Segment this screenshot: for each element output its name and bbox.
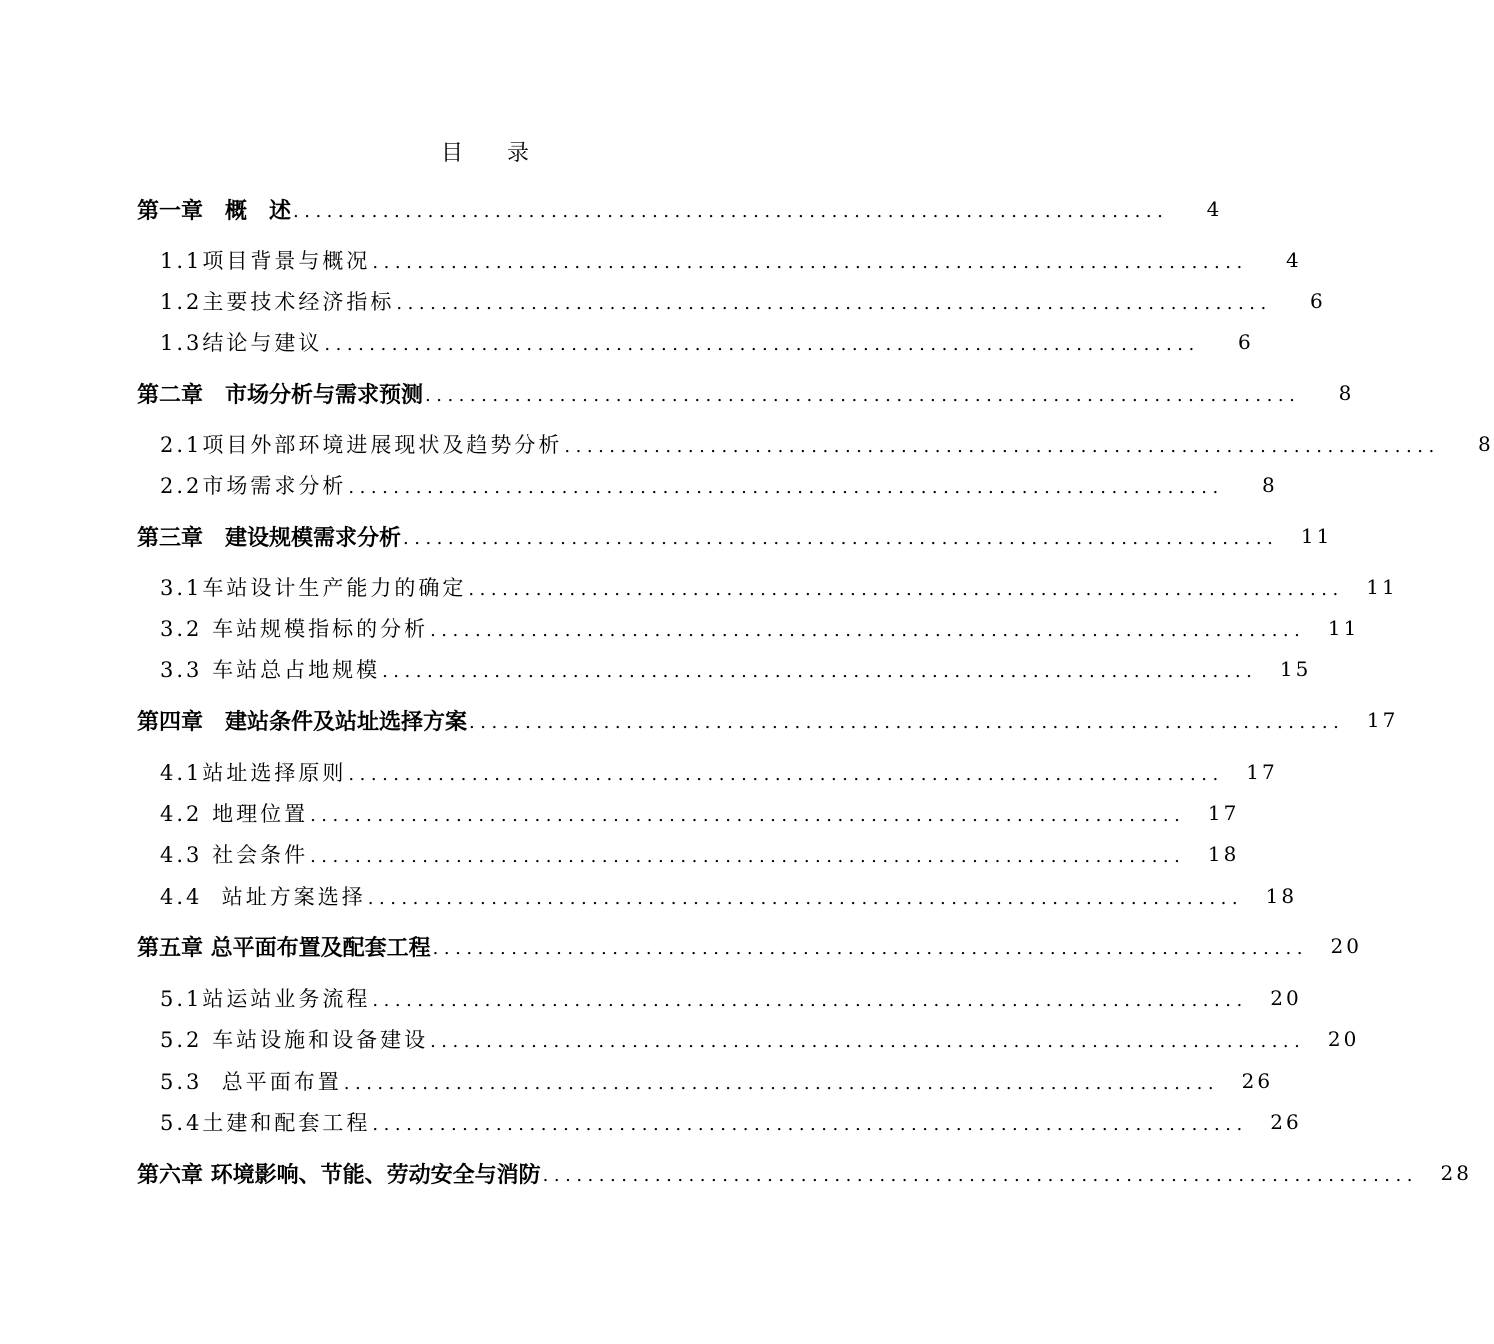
dot-leader: .............................................................................. bbox=[343, 1073, 1220, 1094]
dot-leader: .............................................................................. bbox=[372, 1114, 1248, 1135]
dot-leader: .............................................................................. bbox=[348, 477, 1224, 498]
toc-page-number: 6 bbox=[1309, 289, 1326, 313]
toc-entry-label: 4.4 站址方案选择 bbox=[160, 885, 366, 909]
dot-leader: .............................................................................. bbox=[293, 201, 1169, 222]
toc-entry-label: 第六章 环境影响、节能、劳动安全与消防 bbox=[137, 1162, 541, 1188]
toc-entry-section[interactable] bbox=[0, 1107, 1302, 1137]
toc-page-number: 26 bbox=[1241, 1069, 1274, 1093]
toc-page-number: 17 bbox=[1366, 708, 1399, 732]
dot-leader: .............................................................................. bbox=[468, 579, 1344, 600]
dot-leader: .............................................................................. bbox=[564, 436, 1440, 457]
toc-page-number: 4 bbox=[1285, 248, 1302, 272]
toc-page-number: 18 bbox=[1207, 842, 1240, 866]
toc-entry-section[interactable] bbox=[0, 798, 1240, 828]
dot-leader: .............................................................................. bbox=[396, 293, 1272, 314]
toc-entry-label: 4.2 地理位置 bbox=[160, 802, 309, 826]
toc-entry-label: 1.3结论与建议 bbox=[160, 331, 323, 355]
toc-entry-section[interactable] bbox=[0, 839, 1240, 869]
dot-leader: .............................................................................. bbox=[425, 385, 1301, 406]
toc-entry-label: 2.2市场需求分析 bbox=[160, 474, 347, 498]
toc-page-number: 8 bbox=[1477, 432, 1494, 456]
dot-leader: .............................................................................. bbox=[310, 846, 1186, 867]
dot-leader: .............................................................................. bbox=[367, 888, 1244, 909]
toc-entry-label: 4.1站址选择原则 bbox=[160, 761, 347, 785]
toc-entry-label: 3.2 车站规模指标的分析 bbox=[160, 617, 429, 641]
toc-entry-section[interactable] bbox=[0, 881, 1298, 911]
page-title: 目 录 bbox=[440, 141, 529, 166]
toc-entry-chapter[interactable] bbox=[0, 521, 1333, 551]
toc-entry-section[interactable] bbox=[0, 327, 1254, 357]
toc-entry-chapter[interactable] bbox=[0, 931, 1362, 961]
toc-entry-section[interactable] bbox=[0, 429, 1494, 459]
toc-entry-section[interactable] bbox=[0, 572, 1398, 602]
toc-page-number: 11 bbox=[1366, 575, 1398, 599]
toc-entry-label: 3.3 车站总占地规模 bbox=[160, 658, 381, 682]
dot-leader: .............................................................................. bbox=[310, 805, 1186, 826]
toc-entry-section[interactable] bbox=[0, 613, 1360, 643]
dot-leader: .............................................................................. bbox=[348, 764, 1224, 785]
toc-entry-label: 5.1站运站业务流程 bbox=[160, 987, 371, 1011]
toc-entry-label: 第五章 总平面布置及配套工程 bbox=[137, 935, 431, 961]
toc-entry-label: 第一章 概 述 bbox=[137, 198, 292, 224]
toc-page-number: 20 bbox=[1330, 934, 1362, 958]
toc-page-number: 20 bbox=[1270, 986, 1302, 1010]
toc-page-number: 11 bbox=[1300, 524, 1333, 548]
toc-entry-section[interactable] bbox=[0, 983, 1302, 1013]
toc-entry-chapter[interactable] bbox=[0, 705, 1399, 735]
toc-entry-chapter[interactable] bbox=[0, 194, 1223, 224]
toc-entry-label: 1.1项目背景与概况 bbox=[160, 249, 371, 273]
toc-entry-section[interactable] bbox=[0, 654, 1312, 684]
toc-entry-label: 2.1项目外部环境进展现状及趋势分析 bbox=[160, 433, 563, 457]
toc-entry-label: 第四章 建站条件及站址选择方案 bbox=[137, 709, 468, 735]
dot-leader: .............................................................................. bbox=[372, 252, 1248, 273]
dot-leader: .............................................................................. bbox=[469, 712, 1345, 733]
toc-entry-section[interactable] bbox=[0, 245, 1302, 275]
dot-leader: .............................................................................. bbox=[432, 938, 1308, 959]
toc-entry-section[interactable] bbox=[0, 1066, 1274, 1096]
toc-page-number: 15 bbox=[1279, 657, 1312, 681]
toc-page-number: 18 bbox=[1265, 884, 1298, 908]
dot-leader: .............................................................................. bbox=[542, 1165, 1418, 1186]
toc-entry-label: 第二章 市场分析与需求预测 bbox=[137, 382, 424, 408]
toc-entry-label: 4.3 社会条件 bbox=[160, 843, 309, 867]
dot-leader: .............................................................................. bbox=[403, 528, 1279, 549]
toc-page-number: 4 bbox=[1206, 197, 1223, 221]
toc-entry-label: 5.4土建和配套工程 bbox=[160, 1111, 371, 1135]
toc-entry-label: 1.2主要技术经济指标 bbox=[160, 290, 395, 314]
dot-leader: .............................................................................. bbox=[324, 334, 1200, 355]
dot-leader: .............................................................................. bbox=[430, 1031, 1306, 1052]
toc-page-number: 26 bbox=[1270, 1110, 1302, 1134]
toc-entry-chapter[interactable] bbox=[0, 378, 1355, 408]
toc-entry-chapter[interactable] bbox=[0, 1158, 1472, 1188]
toc-entry-label: 3.1车站设计生产能力的确定 bbox=[160, 576, 467, 600]
dot-leader: .............................................................................. bbox=[382, 661, 1258, 682]
toc-entry-section[interactable] bbox=[0, 757, 1278, 787]
dot-leader: .............................................................................. bbox=[372, 990, 1248, 1011]
toc-entry-section[interactable] bbox=[0, 286, 1326, 316]
toc-page-number: 20 bbox=[1327, 1027, 1360, 1051]
toc-page-number: 28 bbox=[1440, 1161, 1472, 1185]
toc-page-number: 17 bbox=[1207, 801, 1240, 825]
toc-page-number: 17 bbox=[1246, 760, 1278, 784]
toc-entry-label: 第三章 建设规模需求分析 bbox=[137, 525, 402, 551]
toc-entry-label: 5.2 车站设施和设备建设 bbox=[160, 1028, 429, 1052]
toc-entry-section[interactable] bbox=[0, 1024, 1360, 1054]
toc-page-number: 11 bbox=[1327, 616, 1360, 640]
toc-page-number: 8 bbox=[1338, 381, 1355, 405]
toc-entry-label: 5.3 总平面布置 bbox=[160, 1070, 342, 1094]
toc-page-number: 6 bbox=[1237, 330, 1254, 354]
dot-leader: .............................................................................. bbox=[430, 620, 1306, 641]
toc-entry-section[interactable] bbox=[0, 470, 1278, 500]
toc-page-number: 8 bbox=[1261, 473, 1278, 497]
